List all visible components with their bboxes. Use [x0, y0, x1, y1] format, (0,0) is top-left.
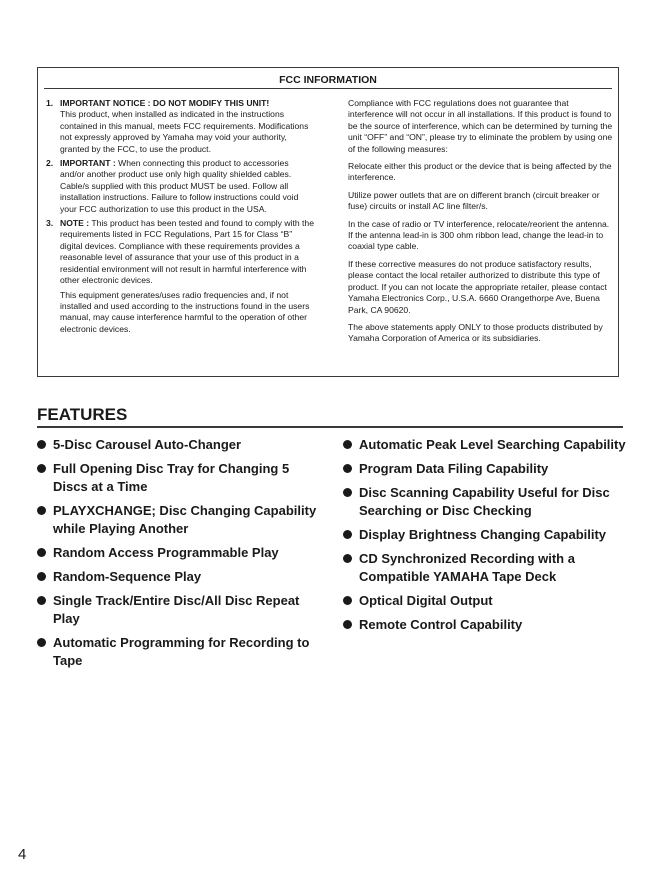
bullet-icon	[343, 440, 352, 449]
feature-item	[37, 592, 322, 628]
compliance-paragraph: Relocate either this product or the device that is being affected by the interference.	[348, 161, 612, 183]
notice-number: 1.	[46, 98, 54, 108]
feature-item	[343, 616, 628, 634]
feature-text: PLAYXCHANGE; Disc Changing Capability while Playing Another	[53, 503, 317, 536]
bullet-icon	[37, 596, 46, 605]
fcc-notice-2	[46, 158, 314, 215]
bullet-icon	[343, 554, 352, 563]
feature-text: CD Synchronized Recording with a Compatible YAMAHA Tape Deck	[359, 551, 575, 584]
feature-item	[37, 544, 322, 562]
features-list-left	[37, 436, 322, 676]
feature-item	[37, 568, 322, 586]
feature-text: Single Track/Entire Disc/All Disc Repeat Play	[53, 593, 300, 626]
feature-text: Program Data Filing Capability	[359, 461, 549, 476]
feature-text: Display Brightness Changing Capability	[359, 527, 607, 542]
bullet-icon	[37, 638, 46, 647]
feature-item	[343, 484, 628, 520]
bullet-icon	[343, 620, 352, 629]
feature-item	[343, 550, 628, 586]
feature-item	[37, 436, 322, 454]
bullet-icon	[37, 548, 46, 557]
features-heading: FEATURES	[37, 404, 623, 428]
compliance-paragraph: Compliance with FCC regulations does not guarantee that interference will not occur in all installations. If this product is found to be the source of interference, which can be determined by turning the unit “OFF” and “ON”, please try to eliminate the problem by using one of the following measures:	[348, 98, 613, 154]
notice-text: When connecting this product to accessories and/or another product use only high quality shielded cables. Cable/s supplied with this product MUST be used. Follow all installation instructions. Failure to follow instructions could void your FCC authorization to use this product in the USA.	[60, 158, 299, 214]
feature-item	[343, 460, 628, 478]
bullet-icon	[343, 464, 352, 473]
bullet-icon	[343, 530, 352, 539]
feature-item	[37, 502, 322, 538]
notice-extra-text: This equipment generates/uses radio frequencies and, if not installed and used according to the instructions found in the users manual, may cause interference harmful to the operation of other electronic devices.	[60, 289, 310, 334]
notice-heading: IMPORTANT NOTICE : DO NOT MODIFY THIS UNIT!	[60, 98, 270, 108]
notice-text: This product has been tested and found to comply with the requirements listed in FCC Regulations, Part 15 for Class “B” digital devices. Compliance with these requirements provides a reasonable level of assurance that your use of this product in a residential environment will not result in harmful interference with other electronic devices.	[60, 218, 314, 286]
notice-number: 2.	[46, 158, 54, 169]
feature-text: Disc Scanning Capability Useful for Disc Searching or Disc Checking	[359, 485, 610, 518]
compliance-paragraph: The above statements apply ONLY to those products distributed by Yamaha Corporation of America or its subsidiaries.	[348, 321, 603, 344]
compliance-paragraph: Utilize power outlets that are on different branch (circuit breaker or fuse) circuits or install AC line filter/s.	[348, 189, 600, 212]
feature-text: Random-Sequence Play	[53, 569, 202, 584]
fcc-information-box	[37, 67, 619, 377]
features-list-right	[343, 436, 628, 640]
feature-text: Automatic Peak Level Searching Capability	[359, 437, 626, 452]
fcc-compliance-text	[348, 98, 613, 351]
feature-text: Full Opening Disc Tray for Changing 5 Discs at a Time	[53, 461, 290, 494]
fcc-title: FCC INFORMATION	[44, 72, 612, 89]
fcc-notice-3	[46, 218, 314, 286]
feature-item	[343, 526, 628, 544]
bullet-icon	[343, 488, 352, 497]
feature-item	[37, 460, 322, 496]
bullet-icon	[37, 572, 46, 581]
feature-item	[343, 436, 628, 454]
feature-text: Automatic Programming for Recording to Tape	[53, 635, 310, 668]
bullet-icon	[343, 596, 352, 605]
notice-heading: NOTE :	[60, 218, 90, 229]
notice-heading: IMPORTANT :	[60, 158, 116, 169]
feature-text: 5-Disc Carousel Auto-Changer	[53, 437, 242, 452]
page-number: 4	[18, 846, 27, 863]
bullet-icon	[37, 440, 46, 449]
compliance-paragraph: If these corrective measures do not produce satisfactory results, please contact the local retailer authorized to distribute this type of product. If you can not locate the appropriate retailer, please contact Yamaha Electronics Corp., U.S.A. 6660 Orangethorpe Ave, Buena Park, CA 90620.	[348, 258, 607, 315]
notice-number: 3.	[46, 218, 54, 229]
notice-text: This product, when installed as indicated in the instructions contained in this manual, meets FCC requirements. Modifications not expressly approved by Yamaha may void your authority, granted by the FCC, to use the product.	[60, 109, 309, 154]
feature-item	[37, 634, 322, 670]
bullet-icon	[37, 506, 46, 515]
feature-text: Optical Digital Output	[359, 593, 493, 608]
bullet-icon	[37, 464, 46, 473]
compliance-paragraph: In the case of radio or TV interference, relocate/reorient the antenna. If the antenna lead-in is 300 ohm ribbon lead, change the lead-in to coaxial type cable.	[348, 218, 610, 252]
feature-text: Remote Control Capability	[359, 617, 523, 632]
fcc-notice-1	[46, 98, 314, 155]
feature-text: Random Access Programmable Play	[53, 545, 279, 560]
feature-item	[343, 592, 628, 610]
fcc-notices	[46, 98, 314, 335]
